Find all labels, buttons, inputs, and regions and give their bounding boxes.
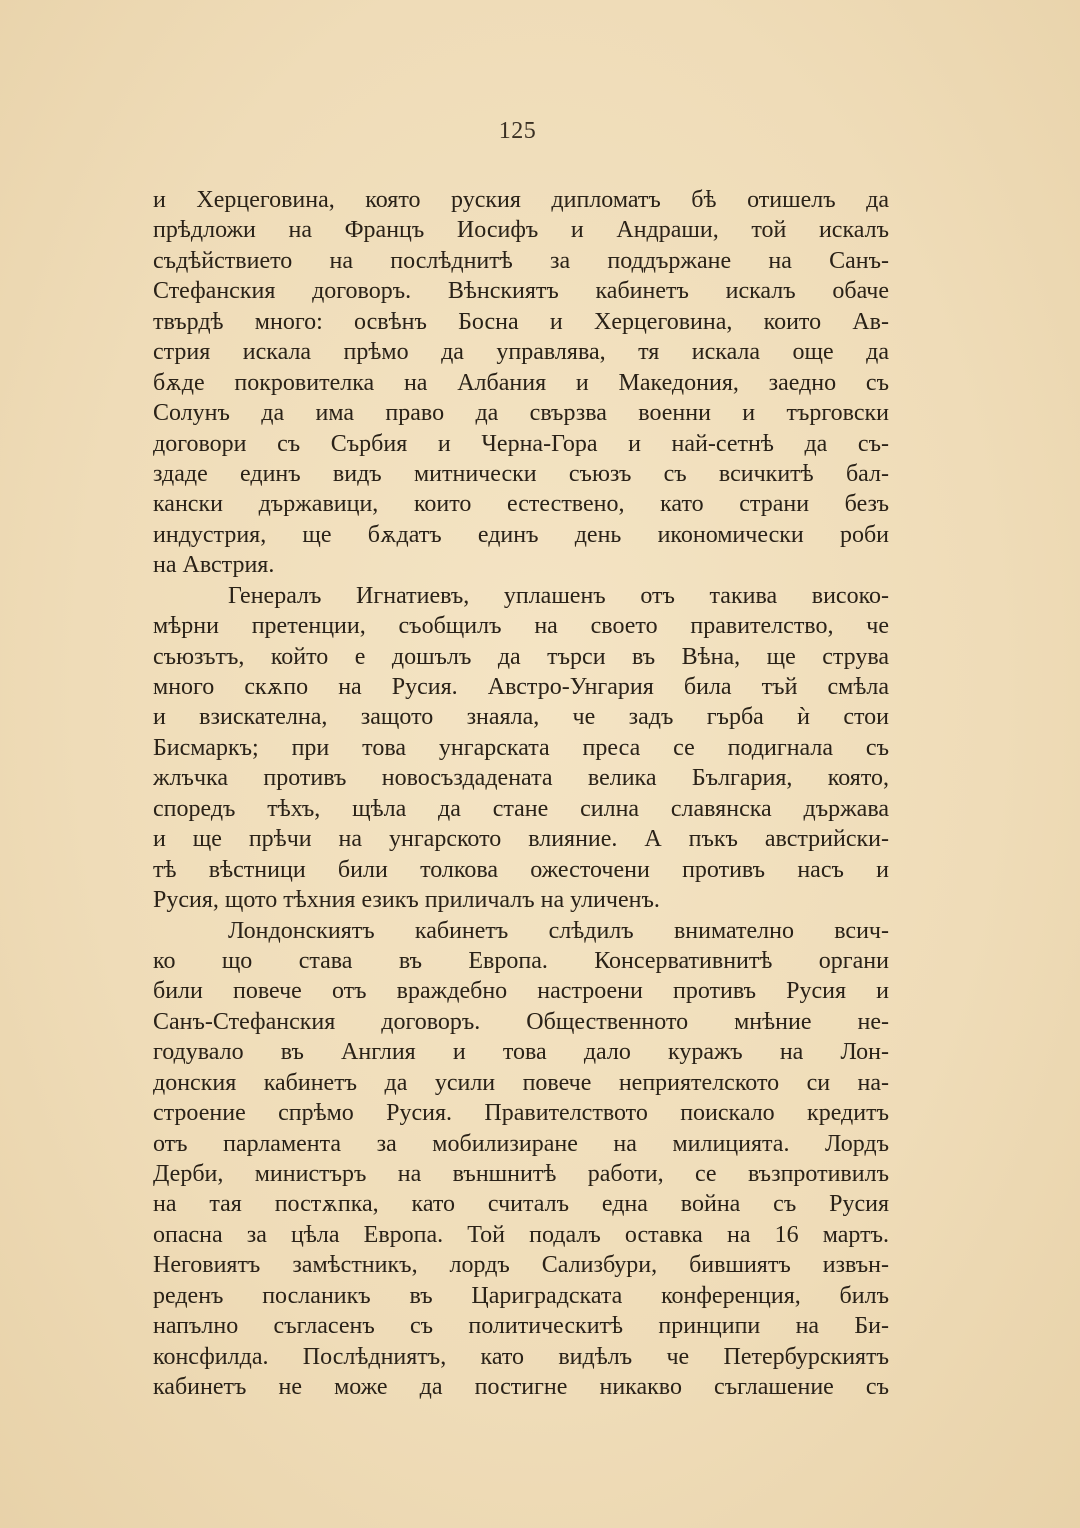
text-line: на Австрия. — [153, 552, 275, 579]
text-line: Стефанския договоръ. Вѣнскиятъ кабинетъ искалъ обаче — [153, 278, 889, 305]
text-line: годувало въ Англия и това дало куражъ на Лон- — [153, 1039, 889, 1066]
text-line: кабинетъ не може да постигне никакво съглашение съ — [153, 1374, 889, 1401]
text-line: отъ парламента за мобилизиране на милицията. Лордъ — [153, 1130, 889, 1157]
text-line: донския кабинетъ да усили повече неприятелското си на- — [153, 1069, 889, 1096]
text-line: споредъ тѣхъ, щѣла да стане силна славянска държава — [153, 795, 889, 822]
text-line: Неговиятъ замѣстникъ, лордъ Сализбури, бившиятъ извън- — [153, 1252, 889, 1279]
text-line: съюзътъ, който е дошълъ да търси въ Вѣна, ще струва — [153, 643, 889, 670]
text-line: Русия, щото тѣхния езикъ приличалъ на уличенъ. — [153, 887, 660, 914]
text-line: реденъ посланикъ въ Цариградската конференция, билъ — [153, 1282, 889, 1309]
text-line: тѣ вѣстници били толкова ожесточени противъ насъ и — [153, 856, 889, 883]
text-line: индустрия, ще бѫдатъ единъ день икономически роби — [153, 521, 889, 548]
text-line: Лондонскиятъ кабинетъ слѣдилъ внимателно всич- — [228, 917, 889, 944]
text-line: стрия искала прѣмо да управлява, тя искала още да — [153, 339, 889, 366]
text-line: били повече отъ враждебно настроени противъ Русия и — [153, 978, 889, 1005]
text-line: на тая постѫпка, като считалъ една война съ Русия — [153, 1191, 889, 1218]
text-line: Генералъ Игнатиевъ, уплашенъ отъ такива високо- — [228, 582, 889, 609]
text-line: твърдѣ много: освѣнъ Босна и Херцеговина, които Ав- — [153, 308, 889, 335]
text-line: напълно съгласенъ съ политическитѣ принципи на Би- — [153, 1313, 889, 1340]
text-line: договори съ Сърбия и Черна-Гора и най-сетнѣ да съ- — [153, 430, 889, 457]
text-line: консфилда. Послѣдниятъ, като видѣлъ че Петербурскиятъ — [153, 1343, 889, 1370]
body-text — [153, 185, 889, 1403]
text-line: Санъ-Стефанския договоръ. Общественното мнѣние не- — [153, 1008, 889, 1035]
text-line: много скѫпо на Русия. Австро-Унгария била тъй смѣла — [153, 674, 889, 700]
text-line: опасна за цѣла Европа. Той подалъ оставка на 16 мартъ. — [153, 1221, 889, 1248]
text-line: здаде единъ видъ митнически съюзъ съ всичкитѣ бал- — [153, 460, 889, 487]
text-line: съдѣйствието на послѣднитѣ за поддържане на Санъ- — [153, 247, 889, 274]
text-line: Бисмаркъ; при това унгарската преса се подигнала съ — [153, 734, 889, 761]
text-line: мѣрни претенции, съобщилъ на своето правителство, че — [153, 613, 889, 640]
page-number: 125 — [498, 118, 537, 144]
text-line: и взискателна, защото знаяла, че задъ гърба ѝ стои — [153, 704, 889, 731]
text-line: Солунъ да има право да свързва военни и търговски — [153, 400, 889, 427]
text-line: строение спрѣмо Русия. Правителството поискало кредитъ — [153, 1100, 889, 1127]
text-line: бѫде покровителка на Албания и Македония, заедно съ — [153, 369, 889, 396]
text-line: жлъчка противъ новосъздадената велика България, която, — [153, 765, 889, 792]
text-line: ко що става въ Европа. Консервативнитѣ органи — [153, 947, 889, 974]
text-line: Дерби, министъръ на външнитѣ работи, се възпротивилъ — [153, 1161, 889, 1187]
text-line: и Херцеговина, която руския дипломатъ бѣ отишелъ да — [153, 187, 889, 213]
text-line: прѣдложи на Францъ Иосифъ и Андраши, той искалъ — [153, 217, 889, 244]
text-line: кански държавици, които естествено, като страни безъ — [153, 491, 889, 518]
text-line: и ще прѣчи на унгарското влияние. А пъкъ австрийски- — [153, 826, 889, 853]
